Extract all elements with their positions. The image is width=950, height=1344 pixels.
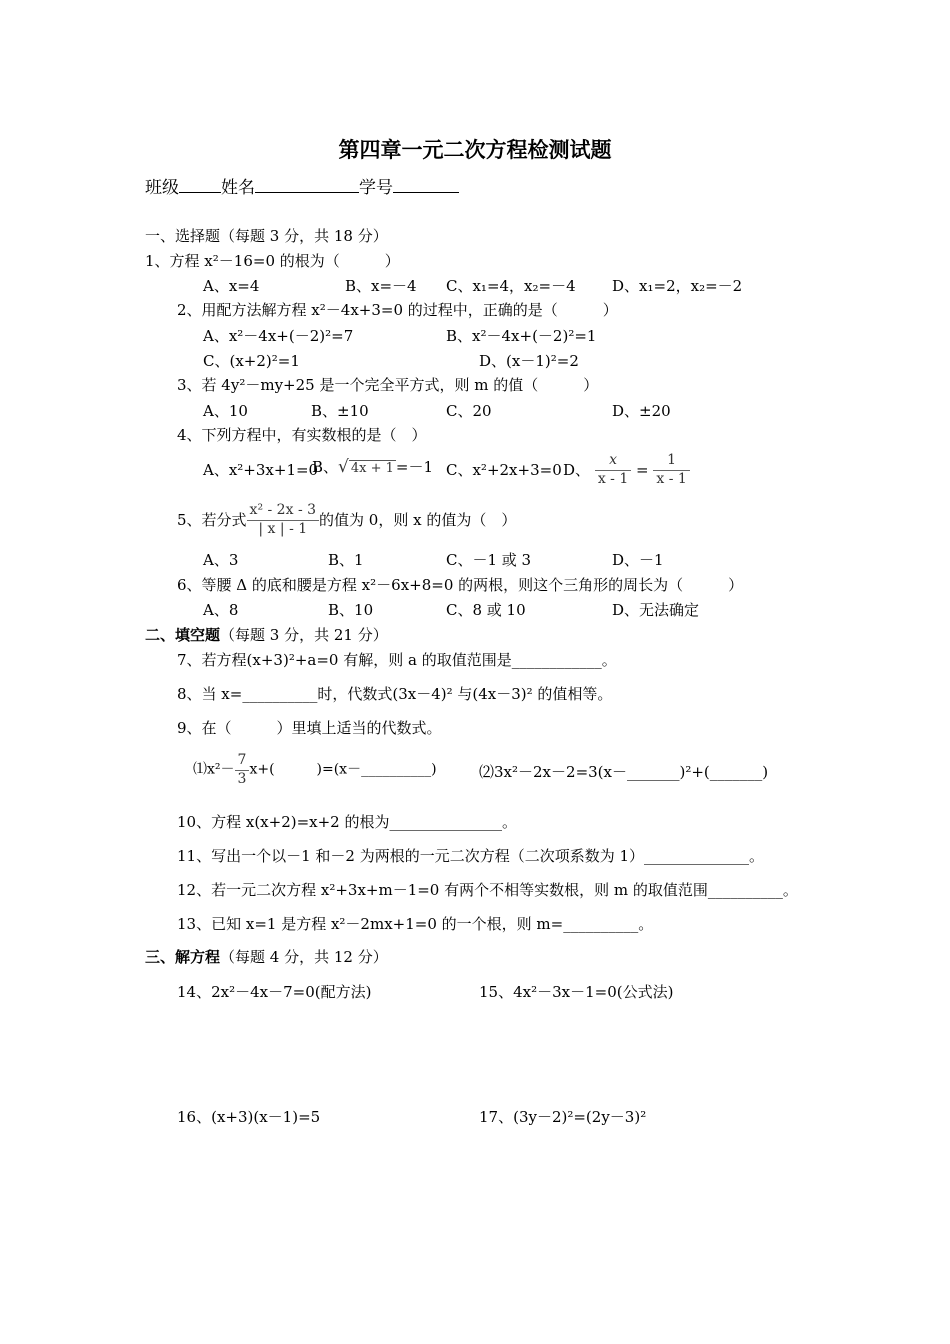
q8: 8、当 x=__________时，代数式(3x－4)² 与(4x－3)² 的值相等。 xyxy=(177,685,613,703)
q4-option-a: A、x²+3x+1=0 xyxy=(203,461,319,479)
fraction-denominator: | x | - 1 xyxy=(258,520,308,537)
q2-option-c: C、(x+2)²=1 xyxy=(203,352,300,370)
id-field[interactable] xyxy=(393,176,459,193)
q15: 15、4x²－3x－1=0(公式法) xyxy=(479,983,674,1001)
page-title: 第四章一元二次方程检测试题 xyxy=(338,137,612,162)
fraction-numerator: 7 xyxy=(235,752,250,771)
q4-option-c: C、x²+2x+3=0 xyxy=(446,461,562,479)
q14: 14、2x²－4x－7=0(配方法) xyxy=(177,983,372,1001)
q5-stem xyxy=(177,502,516,538)
q5-option-b: B、1 xyxy=(328,551,364,569)
section-2-title: 二、填空题 xyxy=(145,626,221,644)
q4-d-fraction-right xyxy=(653,452,689,488)
q1-option-c: C、x₁=4，x₂=－4 xyxy=(446,277,576,295)
section-3-title: 三、解方程 xyxy=(145,948,221,966)
fraction-denominator: x - 1 xyxy=(656,470,687,487)
q1-option-d: D、x₁=2，x₂=－2 xyxy=(612,277,743,295)
section-1-heading: 一、选择题（每题 3 分，共 18 分） xyxy=(145,227,388,245)
fraction-denominator: x - 1 xyxy=(597,470,629,487)
q4-stem: 4、下列方程中，有实数根的是（ ） xyxy=(177,426,427,444)
name-field[interactable] xyxy=(255,176,359,193)
q6-option-b: B、10 xyxy=(328,601,374,619)
q6-stem: 6、等腰 Δ 的底和腰是方程 x²－6x+8=0 的两根，则这个三角形的周长为（ ） xyxy=(177,576,744,594)
q4-option-b-label: B、 xyxy=(312,458,339,476)
q11: 11、写出一个以－1 和－2 为两根的一元二次方程（二次项系数为 1）______________。 xyxy=(177,847,765,865)
q6-option-a: A、8 xyxy=(203,601,239,619)
q16: 16、(x+3)(x－1)=5 xyxy=(177,1108,321,1126)
section-2-scoring: （每题 3 分，共 21 分） xyxy=(220,626,388,644)
q3-stem: 3、若 4y²－my+25 是一个完全平方式，则 m 的值（ ） xyxy=(177,376,599,394)
q9-part-2: ⑵3x²－2x－2=3(x－_______)²+(_______) xyxy=(479,763,769,781)
q9-part-1 xyxy=(193,752,437,788)
q3-option-a: A、10 xyxy=(203,402,248,420)
class-field[interactable] xyxy=(179,176,221,193)
q17: 17、(3y－2)²=(2y－3)² xyxy=(479,1108,647,1126)
q2-option-d: D、(x－1)²=2 xyxy=(479,352,579,370)
q4-option-b xyxy=(312,457,433,477)
id-label: 学号 xyxy=(359,178,393,198)
class-label: 班级 xyxy=(145,178,179,198)
q3-option-d: D、±20 xyxy=(612,402,671,420)
q5-fraction xyxy=(247,502,319,538)
q4-option-d-label: D、 xyxy=(563,461,591,479)
q9: 9、在（ ）里填上适当的代数式。 xyxy=(177,719,442,737)
q13: 13、已知 x=1 是方程 x²－2mx+1=0 的一个根，则 m=__________。 xyxy=(177,915,654,933)
q3-option-c: C、20 xyxy=(446,402,492,420)
q4-option-b-radicand: 4x + 1 xyxy=(350,461,394,476)
fraction-denominator: 3 xyxy=(237,770,247,787)
q3-option-b: B、±10 xyxy=(311,402,369,420)
section-3-heading xyxy=(145,948,388,966)
q9-part-1-post: x+( )=(x－__________) xyxy=(249,761,437,778)
q4-option-b-rhs: =－1 xyxy=(395,458,434,476)
section-2-heading xyxy=(145,626,388,644)
q5-option-c: C、－1 或 3 xyxy=(446,551,532,569)
q9-part-1-pre: ⑴x²－ xyxy=(193,761,235,778)
q2-stem: 2、用配方法解方程 x²－4x+3=0 的过程中，正确的是（ ） xyxy=(177,301,618,319)
fraction-numerator: x² - 2x - 3 xyxy=(247,502,319,521)
q4-option-d-equals: = xyxy=(636,461,649,479)
student-info-line xyxy=(145,176,459,198)
q12: 12、若一元二次方程 x²+3x+m－1=0 有两个不相等实数根，则 m 的取值范围__________。 xyxy=(177,881,798,899)
q5-stem-post: 的值为 0，则 x 的值为（ ） xyxy=(319,511,517,529)
fraction-numerator: 1 xyxy=(653,452,689,471)
q4-option-d xyxy=(563,452,690,488)
q1-option-a: A、x=4 xyxy=(203,277,260,295)
q5-option-d: D、－1 xyxy=(612,551,664,569)
name-label: 姓名 xyxy=(221,178,255,198)
fraction-numerator: x xyxy=(595,452,631,471)
q9-fraction xyxy=(235,752,250,788)
q6-option-d: D、无法确定 xyxy=(612,601,700,619)
q6-option-c: C、8 或 10 xyxy=(446,601,526,619)
q7: 7、若方程(x+3)²+a=0 有解，则 a 的取值范围是____________。 xyxy=(177,651,617,669)
sqrt-icon: √ xyxy=(338,457,349,477)
q5-stem-pre: 5、若分式 xyxy=(177,511,247,529)
q2-option-b: B、x²－4x+(－2)²=1 xyxy=(446,327,597,345)
q1-option-b: B、x=－4 xyxy=(345,277,417,295)
q1-stem: 1、方程 x²－16=0 的根为（ ） xyxy=(145,252,400,270)
q2-option-a: A、x²－4x+(－2)²=7 xyxy=(203,327,354,345)
q4-d-fraction-left xyxy=(595,452,631,488)
q10: 10、方程 x(x+2)=x+2 的根为_______________。 xyxy=(177,813,517,831)
section-3-scoring: （每题 4 分，共 12 分） xyxy=(220,948,388,966)
q5-option-a: A、3 xyxy=(203,551,239,569)
